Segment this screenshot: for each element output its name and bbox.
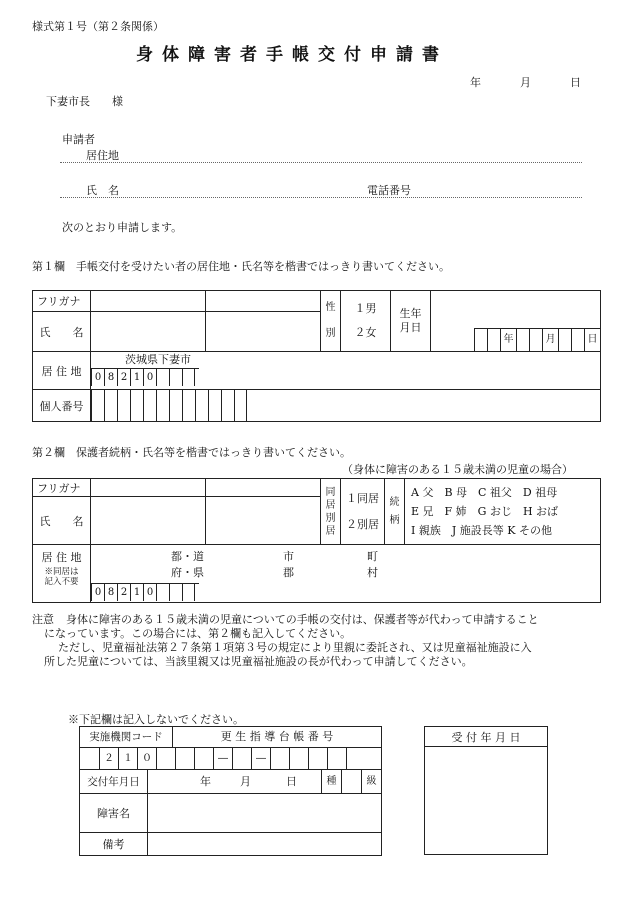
agency-code-label: 実施機関コード <box>80 727 173 747</box>
postal-digit: 8 <box>104 584 117 601</box>
s2-residence-label-cell <box>33 545 91 603</box>
ledger-number-label: 更 生 指 導 台 帳 番 号 <box>220 730 334 743</box>
received-stamp-area[interactable] <box>425 747 548 855</box>
office-table <box>79 726 382 856</box>
code-digit: １ <box>118 748 137 769</box>
issue-day: 日 <box>286 775 297 788</box>
applicant-heading: 申請者 <box>62 133 95 146</box>
postal-digit: 8 <box>104 369 117 386</box>
personal-number-field[interactable] <box>91 390 601 422</box>
postal-digit: 2 <box>117 369 130 386</box>
furigana-cell-2[interactable] <box>206 291 321 312</box>
cohabit-label: 同居別居 <box>321 479 341 545</box>
s2-furigana-cell-2[interactable] <box>206 479 321 497</box>
city-shi: 市 <box>283 550 294 563</box>
date-day: 日 <box>570 76 581 89</box>
remarks-field[interactable] <box>148 833 382 856</box>
page-title: 身体障害者手帳交付申請書 <box>136 45 448 65</box>
residence-label: 居 住 地 <box>33 352 91 390</box>
office-code-row[interactable] <box>80 748 382 770</box>
residence-city: 茨城県下妻市 <box>125 353 191 366</box>
code-digit: ０ <box>137 748 156 769</box>
city-gun: 郡 <box>283 566 294 579</box>
s2-residence-field[interactable] <box>91 545 601 603</box>
notes-line-3: ただし、児童福祉法第２７条第１項第３号の規定により里親に委託され、又は児童福祉施設に入 <box>58 641 532 654</box>
cohabit-yes[interactable]: １同居 <box>346 491 379 505</box>
s2-residence-note: ※同居は記入不要 <box>44 567 79 587</box>
code-dash: ― <box>251 748 270 769</box>
s2-name-cell-1[interactable] <box>91 497 206 545</box>
section1-heading: 第１欄 手帳交付を受けたい者の居住地・氏名等を楷書ではっきり書いてください。 <box>32 260 450 273</box>
sex-options[interactable] <box>341 291 391 352</box>
section2-subheading: （身体に障害のある１５歳未満の児童の場合） <box>342 463 573 476</box>
office-header-row <box>80 727 382 748</box>
notes-label: 注意 <box>32 613 54 626</box>
s2-residence-label: 居 住 地 <box>41 551 82 564</box>
code-dash: ― <box>213 748 232 769</box>
notes-line-2: になっています。この場合には、第２欄も記入してください。 <box>44 627 352 640</box>
type-label: 種 <box>321 770 341 793</box>
addressee: 下妻市長 様 <box>46 95 123 108</box>
s2-name-label: 氏 名 <box>33 497 91 545</box>
birth-label: 生年月日 <box>391 291 431 352</box>
receipt-table <box>424 726 548 855</box>
postal-digit: 0 <box>91 369 104 386</box>
postal-digit: 1 <box>130 584 143 601</box>
sex-male[interactable]: １男 <box>354 302 377 315</box>
s2-furigana-cell-1[interactable] <box>91 479 206 497</box>
address-line[interactable] <box>60 162 582 163</box>
birth-day-label: 日 <box>584 329 600 351</box>
postal-digit: 0 <box>143 584 156 601</box>
town-mura: 村 <box>367 566 378 579</box>
disability-field[interactable] <box>148 794 382 833</box>
sex-label: 性別 <box>321 291 341 352</box>
s2-furigana-label: フリガナ <box>33 479 91 497</box>
notes-line-4: 所した児童については、当該里親又は児童福祉施設の長が代わって申請してください。 <box>44 655 473 668</box>
remarks-label: 備考 <box>80 833 148 856</box>
cohabit-no[interactable]: ２別居 <box>346 517 379 531</box>
personal-number-label: 個人番号 <box>33 390 91 422</box>
name-phone-line[interactable] <box>60 197 582 198</box>
notes-line-1: 身体に障害のある１５歳未満の児童についての手帳の交付は、保護者等が代わって申請すること <box>66 613 539 626</box>
birth-month-label: 月 <box>542 329 558 351</box>
relation-row-3[interactable]: I 親族 J 施設長等 K その他 <box>411 524 552 537</box>
town-machi: 町 <box>367 550 378 563</box>
issue-date-field[interactable] <box>148 770 382 794</box>
received-label: 受 付 年 月 日 <box>425 727 548 747</box>
applicant-phone-label: 電話番号 <box>367 184 411 197</box>
residence-field[interactable] <box>91 352 601 390</box>
cohabit-options[interactable] <box>341 479 385 545</box>
disability-label: 障害名 <box>80 794 148 833</box>
issue-month: 月 <box>240 775 251 788</box>
code-digit: ２ <box>99 748 118 769</box>
sex-female[interactable]: ２女 <box>354 326 377 339</box>
relation-row-2[interactable]: E 兄 F 姉 G おじ H おば <box>411 505 559 518</box>
name-cell-1[interactable] <box>91 312 206 352</box>
postal-digit: 0 <box>143 369 156 386</box>
issue-date-label: 交付年月日 <box>80 770 148 794</box>
issue-year: 年 <box>200 775 211 788</box>
name-cell-2[interactable] <box>206 312 321 352</box>
postal-digit: 1 <box>130 369 143 386</box>
relation-label: 続柄 <box>385 479 405 545</box>
postal-digit: 0 <box>91 584 104 601</box>
intro-text: 次のとおり申請します。 <box>62 221 183 234</box>
section1-table <box>32 290 601 422</box>
birth-date-field[interactable] <box>431 291 601 352</box>
date-year: 年 <box>470 76 481 89</box>
form-number: 様式第１号（第２条関係） <box>32 20 164 33</box>
section2-heading: 第２欄 保護者続柄・氏名等を楷書ではっきり書いてください。 <box>32 446 351 459</box>
s2-name-cell-2[interactable] <box>206 497 321 545</box>
relation-row-1[interactable]: A 父 B 母 C 祖父 D 祖母 <box>411 486 558 499</box>
applicant-name-label: 氏 名 <box>86 184 119 197</box>
section2-table <box>32 478 601 603</box>
birth-year-label: 年 <box>500 329 516 351</box>
applicant-address-label: 居住地 <box>86 149 119 162</box>
pref-dou: 都・道 <box>171 550 204 563</box>
furigana-cell-1[interactable] <box>91 291 206 312</box>
office-notice: ※下記欄は記入しないでください。 <box>68 713 244 726</box>
relation-options[interactable] <box>405 479 601 545</box>
date-month: 月 <box>520 76 531 89</box>
name-label: 氏 名 <box>33 312 91 352</box>
postal-digit: 2 <box>117 584 130 601</box>
pref-ken: 府・県 <box>171 566 204 579</box>
grade-label: 級 <box>361 770 381 793</box>
furigana-label: フリガナ <box>33 291 91 312</box>
